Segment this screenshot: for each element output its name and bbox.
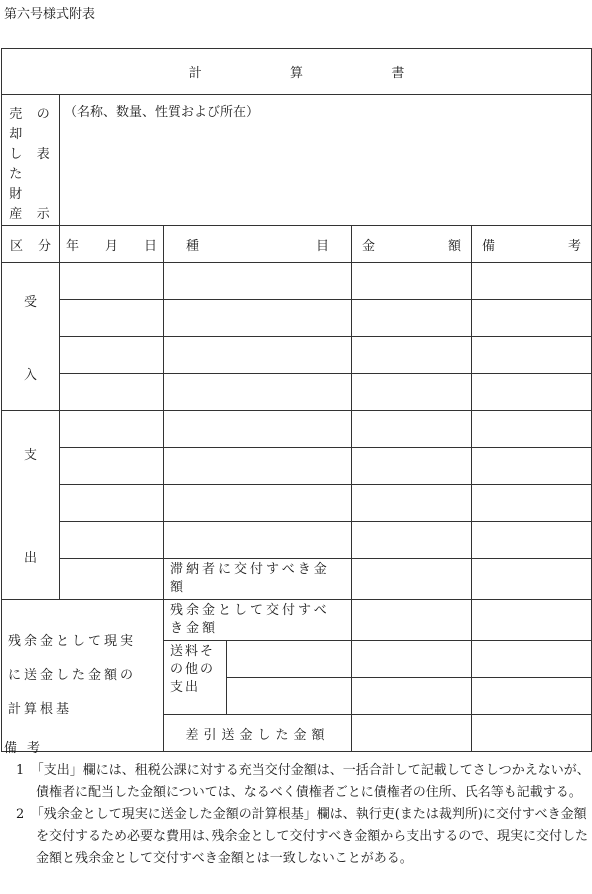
receipt-remarks-cell[interactable]: [472, 300, 592, 337]
receipt-date-cell[interactable]: [60, 263, 164, 300]
row-label-net-sent: 差引送金した金額: [164, 715, 352, 752]
payment-amount-cell[interactable]: [352, 522, 472, 559]
payment-amount-cell[interactable]: [352, 448, 472, 485]
payment-amount-cell[interactable]: [352, 411, 472, 448]
payment-date-cell[interactable]: [60, 522, 164, 559]
payment-remarks-cell[interactable]: [472, 411, 592, 448]
receipt-remarks-cell[interactable]: [472, 374, 592, 411]
shipping-remarks-cell[interactable]: [472, 678, 592, 715]
receipt-date-cell[interactable]: [60, 337, 164, 374]
delinquent-amount-cell[interactable]: [352, 559, 472, 600]
row-label-surplus: 残余金として交付すべき金額: [164, 600, 352, 641]
receipt-remarks-cell[interactable]: [472, 263, 592, 300]
payment-item-cell[interactable]: [164, 485, 352, 522]
payment-item-cell[interactable]: [164, 448, 352, 485]
row-label-to-delinquent: 滞納者に交付すべき金額: [164, 559, 352, 600]
receipt-amount-cell[interactable]: [352, 374, 472, 411]
shipping-amount-cell[interactable]: [352, 641, 472, 678]
payment-date-cell[interactable]: [60, 448, 164, 485]
delinquent-remarks-cell[interactable]: [472, 559, 592, 600]
row-label-shipping-other: 送料その他の支出: [164, 641, 227, 715]
payment-amount-cell[interactable]: [352, 485, 472, 522]
header-date: 年 月 日: [60, 226, 164, 263]
shipping-amount-cell[interactable]: [352, 678, 472, 715]
payment-item-cell[interactable]: [164, 411, 352, 448]
header-amount: 金 額: [352, 226, 472, 263]
header-item: 種 目: [164, 226, 352, 263]
calculation-table: [1, 48, 592, 752]
property-hint: （名称、数量、性質および所在）: [64, 105, 260, 120]
form-title: 計 算 書: [2, 49, 592, 95]
form-label: 第六号様式附表: [4, 7, 96, 22]
payment-item-cell[interactable]: [164, 522, 352, 559]
shipping-item-cell[interactable]: [227, 678, 352, 715]
shipping-item-cell[interactable]: [227, 641, 352, 678]
receipt-amount-cell[interactable]: [352, 337, 472, 374]
receipt-remarks-cell[interactable]: [472, 337, 592, 374]
payment-date-cell[interactable]: [60, 559, 164, 600]
section-payment: 支 出: [2, 411, 60, 600]
surplus-amount-cell[interactable]: [352, 600, 472, 641]
receipt-item-cell[interactable]: [164, 374, 352, 411]
note-item: 2 「残余金として現実に送金した金額の計算根基」欄は、執行吏(または裁判所)に交付すべき金額を交付するため必要な費用は､残余金として交付すべき金額から支出するので、現実に交付した金額と残余金として交付すべき金額とは一致しないことがある。: [16, 807, 588, 866]
receipt-date-cell[interactable]: [60, 300, 164, 337]
payment-date-cell[interactable]: [60, 411, 164, 448]
receipt-item-cell[interactable]: [164, 300, 352, 337]
header-kubun: 区 分: [2, 226, 60, 263]
property-label: 売 の 却 し 表 た 財 産 示: [2, 95, 60, 226]
surplus-remarks-cell[interactable]: [472, 600, 592, 641]
header-remarks: 備 考: [472, 226, 592, 263]
notes-section: [0, 738, 592, 870]
receipt-amount-cell[interactable]: [352, 263, 472, 300]
receipt-item-cell[interactable]: [164, 337, 352, 374]
notes-heading: 備考: [4, 741, 51, 756]
payment-remarks-cell[interactable]: [472, 448, 592, 485]
property-description-field[interactable]: [60, 95, 592, 226]
payment-date-cell[interactable]: [60, 485, 164, 522]
payment-remarks-cell[interactable]: [472, 522, 592, 559]
note-item: 1 「支出」欄には、租税公課に対する充当交付金額は、一括合計して記載してさしつかえないが、債権者に配当した金額については、なるべく債権者ごとに債権者の住所、氏名等も記載する。: [16, 763, 590, 800]
receipt-amount-cell[interactable]: [352, 300, 472, 337]
shipping-remarks-cell[interactable]: [472, 641, 592, 678]
payment-remarks-cell[interactable]: [472, 485, 592, 522]
basis-label: 残余金として現実 に送金した金額の 計算根基: [2, 600, 164, 752]
section-receipt: 受 入: [2, 263, 60, 411]
receipt-item-cell[interactable]: [164, 263, 352, 300]
receipt-date-cell[interactable]: [60, 374, 164, 411]
